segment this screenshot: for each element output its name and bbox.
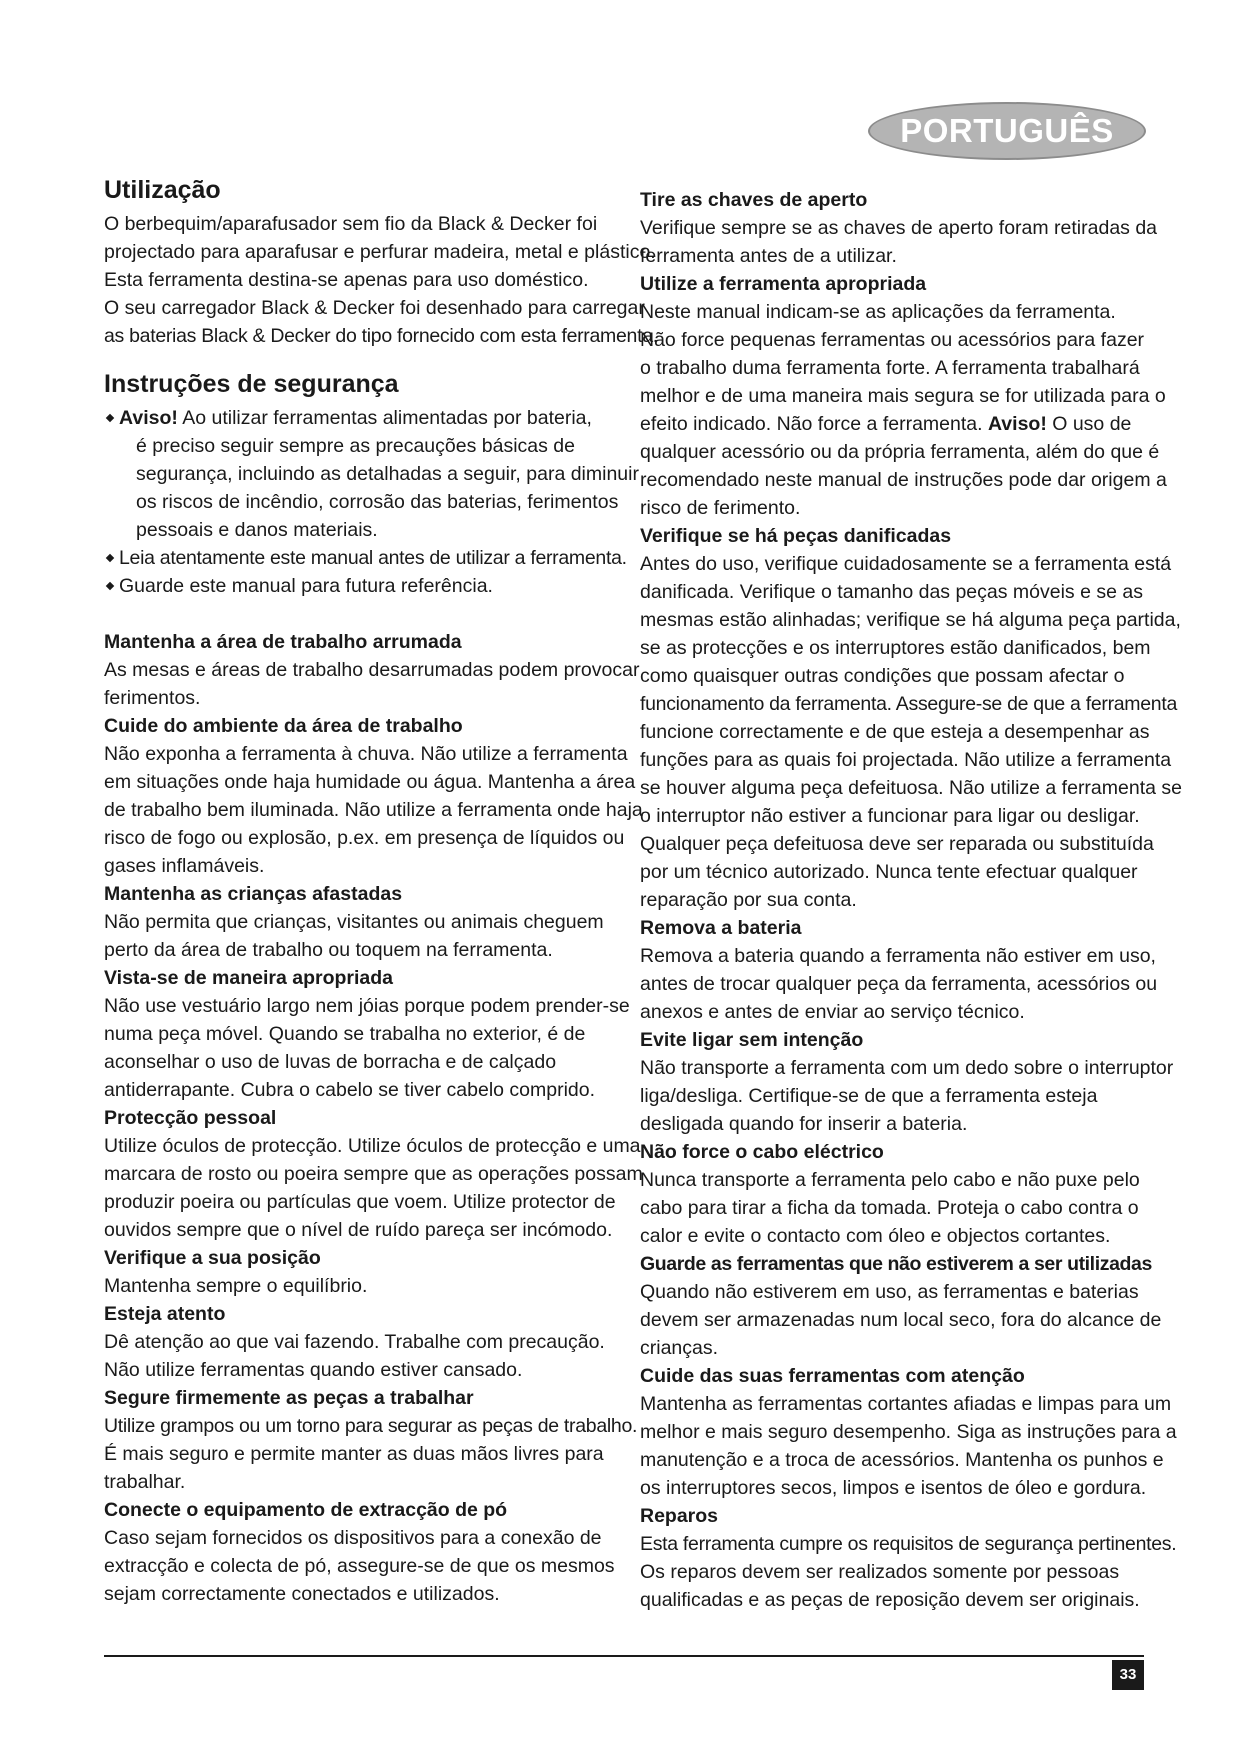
section-line: por um técnico autorizado. Nunca tente efectuar qualquer bbox=[640, 861, 1138, 883]
section-line: melhor e de uma maneira mais segura se for utilizada para o bbox=[640, 385, 1166, 407]
section-line: em situações onde haja humidade ou água. Mantenha a área bbox=[104, 771, 636, 793]
bullet-text: Leia atentamente este manual antes de utilizar a ferramenta. bbox=[119, 547, 627, 569]
section-line: perto da área de trabalho ou toquem na ferramenta. bbox=[104, 939, 553, 961]
section-line: Não exponha a ferramenta à chuva. Não utilize a ferramenta bbox=[104, 743, 628, 765]
section-line: Os reparos devem ser realizados somente por pessoas bbox=[640, 1561, 1120, 1583]
section-line: Não use vestuário largo nem jóias porque podem prender-se bbox=[104, 995, 630, 1017]
section-line: reparação por sua conta. bbox=[640, 889, 857, 911]
section-line: Caso sejam fornecidos os dispositivos para a conexão de bbox=[104, 1527, 602, 1549]
bullet-item bbox=[104, 573, 493, 601]
section-line: Mantenha sempre o equilíbrio. bbox=[104, 1275, 368, 1297]
section-title: Reparos bbox=[640, 1505, 719, 1527]
section-line: se as protecções e os interruptores estão danificados, bem bbox=[640, 637, 1151, 659]
warning-label: Aviso! bbox=[987, 413, 1047, 435]
warning-line: segurança, incluindo as detalhadas a seguir, para diminuir bbox=[136, 463, 639, 485]
section-line: o interruptor não estiver a funcionar para ligar ou desligar. bbox=[640, 805, 1140, 827]
section-line: extracção e colecta de pó, assegure-se de que os mesmos bbox=[104, 1555, 615, 1577]
section-title: Esteja atento bbox=[104, 1303, 226, 1325]
section-line: Utilize óculos de protecção. Utilize óculos de protecção e uma bbox=[104, 1135, 641, 1157]
usage-line: as baterias Black & Decker do tipo fornecido com esta ferramenta. bbox=[104, 325, 658, 347]
warning-line: pessoais e danos materiais. bbox=[136, 519, 378, 541]
section-title: Não force o cabo eléctrico bbox=[640, 1141, 884, 1163]
warning-label: Aviso! bbox=[119, 407, 178, 429]
section-line: cabo para tirar a ficha da tomada. Proteja o cabo contra o bbox=[640, 1197, 1139, 1219]
language-tab: PORTUGUÊS bbox=[868, 102, 1146, 160]
section-line: É mais seguro e permite manter as duas mãos livres para bbox=[104, 1443, 604, 1465]
section-line: Verifique sempre se as chaves de aperto foram retiradas da bbox=[640, 217, 1158, 239]
section-title: Evite ligar sem intenção bbox=[640, 1029, 864, 1051]
section-line: marcara de rosto ou poeira sempre que as operações possam bbox=[104, 1163, 643, 1185]
warning-bullet bbox=[104, 405, 592, 433]
section-line: Não utilize ferramentas quando estiver cansado. bbox=[104, 1359, 523, 1381]
section-line: Nunca transporte a ferramenta pelo cabo e não puxe pelo bbox=[640, 1169, 1140, 1191]
section-line: Antes do uso, verifique cuidadosamente se a ferramenta está bbox=[640, 553, 1172, 575]
section-line: Não force pequenas ferramentas ou acessórios para fazer bbox=[640, 329, 1145, 351]
section-line: gases inflamáveis. bbox=[104, 855, 265, 877]
section-title: Cuide do ambiente da área de trabalho bbox=[104, 715, 463, 737]
diamond-bullet-icon bbox=[106, 554, 114, 562]
section-title: Vista-se de maneira apropriada bbox=[104, 967, 394, 989]
section-line: os interruptores secos, limpos e isentos de óleo e gordura. bbox=[640, 1477, 1147, 1499]
section-line: como quaisquer outras condições que possam afectar o bbox=[640, 665, 1125, 687]
safety-heading: Instruções de segurança bbox=[104, 370, 399, 398]
section-line: Neste manual indicam-se as aplicações da ferramenta. bbox=[640, 301, 1116, 323]
usage-line: Esta ferramenta destina-se apenas para uso doméstico. bbox=[104, 269, 589, 291]
section-line: As mesas e áreas de trabalho desarrumadas podem provocar bbox=[104, 659, 640, 681]
section-line: anexos e antes de enviar ao serviço técnico. bbox=[640, 1001, 1025, 1023]
section-title: Conecte o equipamento de extracção de pó bbox=[104, 1499, 508, 1521]
page-number: 33 bbox=[1112, 1660, 1144, 1690]
section-line: risco de fogo ou explosão, p.ex. em presença de líquidos ou bbox=[104, 827, 625, 849]
section-line: antes de trocar qualquer peça da ferramenta, acessórios ou bbox=[640, 973, 1158, 995]
section-title: Mantenha as crianças afastadas bbox=[104, 883, 403, 905]
section-line: trabalhar. bbox=[104, 1471, 186, 1493]
section-line: melhor e mais seguro desempenho. Siga as instruções para a bbox=[640, 1421, 1177, 1443]
section-line: Utilize grampos ou um torno para segurar as peças de trabalho. bbox=[104, 1415, 638, 1437]
bullet-text: Guarde este manual para futura referência. bbox=[119, 575, 493, 597]
section-line: Não permita que crianças, visitantes ou animais cheguem bbox=[104, 911, 604, 933]
section-title: Mantenha a área de trabalho arrumada bbox=[104, 631, 462, 653]
section-line: funcione correctamente e de que esteja a desempenhar as bbox=[640, 721, 1150, 743]
diamond-bullet-icon bbox=[106, 414, 114, 422]
section-line: funcionamento da ferramenta. Assegure-se de que a ferramenta bbox=[640, 693, 1177, 715]
section-title: Guarde as ferramentas que não estiverem a ser utilizadas bbox=[640, 1253, 1152, 1275]
section-title: Segure firmemente as peças a trabalhar bbox=[104, 1387, 474, 1409]
section-line: Dê atenção ao que vai fazendo. Trabalhe com precaução. bbox=[104, 1331, 605, 1353]
section-line: recomendado neste manual de instruções pode dar origem a bbox=[640, 469, 1167, 491]
section-line: antiderrapante. Cubra o cabelo se tiver cabelo comprido. bbox=[104, 1079, 596, 1101]
section-line: mesmas estão alinhadas; verifique se há alguma peça partida, bbox=[640, 609, 1181, 631]
section-line: se houver alguma peça defeituosa. Não utilize a ferramenta se bbox=[640, 777, 1182, 799]
section-line: numa peça móvel. Quando se trabalha no exterior, é de bbox=[104, 1023, 586, 1045]
section-title: Protecção pessoal bbox=[104, 1107, 277, 1129]
section-line: desligada quando for inserir a bateria. bbox=[640, 1113, 968, 1135]
section-line: Remova a bateria quando a ferramenta não estiver em uso, bbox=[640, 945, 1156, 967]
section-title: Tire as chaves de aperto bbox=[640, 189, 868, 211]
bullet-item bbox=[104, 545, 627, 573]
usage-line: projectado para aparafusar e perfurar madeira, metal e plástico. bbox=[104, 241, 656, 263]
usage-heading: Utilização bbox=[104, 176, 221, 204]
section-line: aconselhar o uso de luvas de borracha e de calçado bbox=[104, 1051, 557, 1073]
footer-rule bbox=[104, 1655, 1144, 1657]
section-title: Cuide das suas ferramentas com atenção bbox=[640, 1365, 1025, 1387]
section-line: Esta ferramenta cumpre os requisitos de segurança pertinentes. bbox=[640, 1533, 1177, 1555]
section-line: ferramenta antes de a utilizar. bbox=[640, 245, 897, 267]
section-line: produzir poeira ou partículas que voem. Utilize protector de bbox=[104, 1191, 616, 1213]
section-title: Verifique se há peças danificadas bbox=[640, 525, 952, 547]
section-line: danificada. Verifique o tamanho das peças móveis e se as bbox=[640, 581, 1143, 603]
warning-text: Ao utilizar ferramentas alimentadas por bateria, bbox=[182, 407, 592, 429]
section-line: de trabalho bem iluminada. Não utilize a ferramenta onde haja bbox=[104, 799, 643, 821]
section-line: qualificadas e as peças de reposição devem ser originais. bbox=[640, 1589, 1140, 1611]
section-line: manutenção e a troca de acessórios. Mantenha os punhos e bbox=[640, 1449, 1164, 1471]
section-line: Não transporte a ferramenta com um dedo sobre o interruptor bbox=[640, 1057, 1174, 1079]
usage-line: O seu carregador Black & Decker foi desenhado para carregar bbox=[104, 297, 645, 319]
section-text: efeito indicado. Não force a ferramenta. bbox=[640, 413, 983, 435]
section-text: O uso de bbox=[1052, 413, 1132, 435]
section-line: devem ser armazenadas num local seco, fora do alcance de bbox=[640, 1309, 1162, 1331]
section-line: Quando não estiverem em uso, as ferramentas e baterias bbox=[640, 1281, 1139, 1303]
section-title: Verifique a sua posição bbox=[104, 1247, 321, 1269]
section-title: Utilize a ferramenta apropriada bbox=[640, 273, 927, 295]
section-line: risco de ferimento. bbox=[640, 497, 801, 519]
section-line: ferimentos. bbox=[104, 687, 201, 709]
section-line: liga/desliga. Certifique-se de que a ferramenta esteja bbox=[640, 1085, 1098, 1107]
warning-line: é preciso seguir sempre as precauções básicas de bbox=[136, 435, 575, 457]
section-line: qualquer acessório ou da própria ferramenta, além do que é bbox=[640, 441, 1160, 463]
section-line: o trabalho duma ferramenta forte. A ferramenta trabalhará bbox=[640, 357, 1140, 379]
section-line: ouvidos sempre que o nível de ruído pareça ser incómodo. bbox=[104, 1219, 613, 1241]
usage-line: O berbequim/aparafusador sem fio da Black & Decker foi bbox=[104, 213, 598, 235]
section-title: Remova a bateria bbox=[640, 917, 802, 939]
section-line: funções para as quais foi projectada. Não utilize a ferramenta bbox=[640, 749, 1172, 771]
section-line: Mantenha as ferramentas cortantes afiadas e limpas para um bbox=[640, 1393, 1172, 1415]
warning-line: os riscos de incêndio, corrosão das baterias, ferimentos bbox=[136, 491, 619, 513]
section-line: sejam correctamente conectados e utilizados. bbox=[104, 1583, 500, 1605]
section-line bbox=[640, 411, 1131, 439]
section-line: crianças. bbox=[640, 1337, 719, 1359]
section-line: calor e evite o contacto com óleo e objectos cortantes. bbox=[640, 1225, 1111, 1247]
diamond-bullet-icon bbox=[106, 582, 114, 590]
section-line: Qualquer peça defeituosa deve ser reparada ou substituída bbox=[640, 833, 1154, 855]
